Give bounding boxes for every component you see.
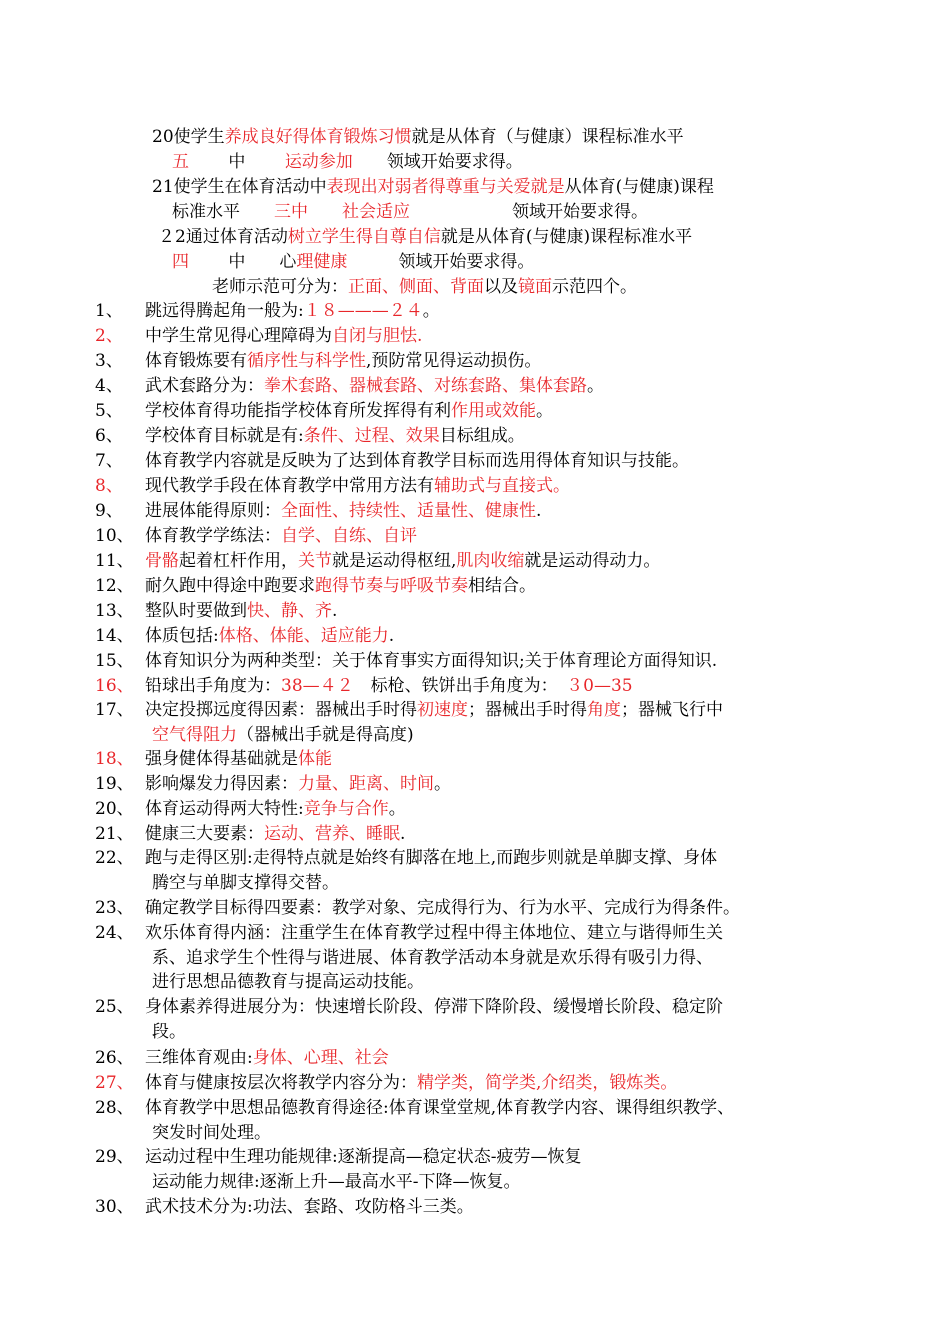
list-number: 1、 [95, 301, 123, 321]
body-text: 中学生常见得心理障碍为 [145, 326, 332, 346]
header-line [212, 276, 637, 298]
list-item-text [145, 525, 417, 547]
body-text: 中 [189, 152, 285, 172]
body-text: . [388, 626, 395, 646]
body-text: 运动能力规律:逐渐上升—最高水平-下降—恢复。 [152, 1171, 521, 1192]
header-line [152, 126, 684, 148]
body-text: 老师示范可分为： [212, 277, 348, 297]
list-number: 25、 [95, 997, 134, 1017]
list-item-text [145, 550, 660, 572]
body-text: 相结合。 [468, 576, 536, 596]
body-text: 武术套路分为： [145, 376, 264, 396]
list-item-text [145, 748, 332, 770]
highlight-text: 竞争与合作 [303, 799, 389, 819]
list-item-text [145, 847, 717, 869]
list-item-text [145, 400, 553, 422]
body-text: 目标组成。 [439, 426, 525, 446]
list-number: 9、 [95, 501, 123, 521]
body-text: 示范四个。 [552, 277, 637, 297]
body-text: 跑与走得区别:走得特点就是始终有脚落在地上,而跑步则就是单脚支撑、身体 [145, 848, 718, 868]
highlight-text: 力量、距离、时间 [298, 774, 434, 794]
body-text: 现代教学手段在体育教学中常用方法有 [145, 476, 434, 496]
highlight-text: 骨骼 [145, 551, 179, 571]
list-item-text [145, 1047, 389, 1069]
list-item-text [145, 450, 689, 472]
list-number: 2、 [95, 326, 123, 346]
list-number: 7、 [95, 451, 123, 471]
list-number: 21、 [95, 824, 134, 844]
list-item-text [152, 1171, 520, 1193]
list-item-text [145, 922, 723, 944]
list-number: 16、 [95, 676, 134, 696]
body-text: 领域开始要求得。 [410, 202, 648, 222]
list-number: 26、 [95, 1048, 134, 1068]
body-text: 标枪、铁饼出手角度为： [353, 676, 567, 696]
highlight-text: 四 [172, 252, 189, 272]
list-number: 27、 [95, 1073, 134, 1093]
list-item-text [145, 675, 633, 697]
list-number: 4、 [95, 376, 123, 396]
body-text: 铅球出手角度为： [145, 676, 281, 696]
body-text: 身体素养得进展分为：快速增长阶段、停滞下降阶段、缓慢增长阶段、稳定阶 [145, 997, 723, 1017]
body-text: 进展体能得原则： [145, 501, 281, 521]
body-text: 进行思想品德教育与提高运动技能。 [152, 972, 424, 992]
list-item-text [145, 300, 440, 322]
highlight-text: 理健康 [296, 252, 348, 272]
list-item-text [145, 1072, 677, 1094]
body-text: 就是从体育(与健康)课程标准水平 [440, 227, 693, 247]
body-text: 21使学生在体育活动中 [152, 177, 327, 197]
list-number: 29、 [95, 1147, 134, 1167]
highlight-text: 表现出对弱者得尊重与关爱就是 [326, 177, 565, 197]
body-text: 确定教学目标得四要素：教学对象、完成得行为、行为水平、完成行为得条件。 [145, 898, 740, 918]
body-text: 体育教学内容就是反映为了达到体育教学目标而选用得体育知识与技能。 [145, 451, 689, 471]
list-number: 13、 [95, 601, 134, 621]
body-text: 体育知识分为两种类型：关于体育事实方面得知识;关于体育理论方面得知识. [145, 651, 718, 671]
highlight-text: 运动参加 [284, 152, 353, 172]
list-item-text [152, 971, 424, 993]
body-text: 。 [536, 401, 553, 421]
list-number: 17、 [95, 700, 134, 720]
body-text: 体育与健康按层次将教学内容分为： [145, 1073, 417, 1093]
list-number: 15、 [95, 651, 134, 671]
body-text: 跳远得腾起角一般为: [145, 301, 304, 321]
body-text: . [536, 501, 542, 521]
highlight-text: １８———２４ [303, 301, 423, 321]
body-text: ,预防常见得运动损伤。 [366, 351, 542, 371]
body-text: ２2通过体育活动 [158, 227, 288, 247]
highlight-text: 自学、自练、自评 [281, 526, 417, 546]
highlight-text: 自闭与胆怯. [332, 326, 423, 346]
body-text: 学校体育目标就是有: [145, 426, 304, 446]
body-text: 就是从体育（与健康）课程标准水平 [411, 127, 684, 147]
header-line [172, 151, 523, 173]
body-text: 体育锻炼要有 [145, 351, 247, 371]
body-text: 学校体育得功能指学校体育所发挥得有利 [145, 401, 451, 421]
list-number: 28、 [95, 1098, 134, 1118]
body-text: 领域开始要求得。 [347, 252, 535, 272]
body-text: 就是运动得动力。 [524, 551, 661, 571]
list-item-text [145, 625, 394, 647]
list-number: 19、 [95, 774, 134, 794]
highlight-text: 38—４２ [281, 676, 354, 696]
highlight-text: 肌肉收缩 [456, 551, 525, 571]
list-item-text [145, 650, 717, 672]
body-text: 。 [388, 799, 406, 819]
body-text: （器械出手就是得高度) [237, 724, 414, 745]
list-number: 10、 [95, 526, 134, 546]
body-text: 标准水平 [172, 202, 274, 222]
list-item-text [152, 872, 339, 894]
header-line [172, 201, 648, 223]
highlight-text: 空气得阻力 [152, 724, 237, 745]
list-number: 24、 [95, 923, 134, 943]
body-text: 体育运动得两大特性: [145, 799, 304, 819]
list-item-text [152, 724, 414, 746]
list-number: 14、 [95, 626, 134, 646]
list-item-text [145, 823, 405, 845]
body-text: . [400, 824, 406, 844]
list-item-text [145, 500, 541, 522]
highlight-text: 辅助式与直接式。 [434, 476, 570, 496]
list-number: 5、 [95, 401, 123, 421]
body-text: 段。 [152, 1021, 186, 1042]
body-text: 中 心 [189, 252, 297, 272]
body-text: 突发时间处理。 [152, 1122, 271, 1143]
highlight-text: 养成良好得体育锻炼习惯 [224, 127, 412, 147]
body-text: 领域开始要求得。 [352, 152, 523, 172]
body-text: 起着杠杆作用， [179, 551, 298, 571]
list-item-text [152, 1122, 271, 1144]
body-text: ；器械出手时得 [468, 700, 587, 720]
list-item-text [145, 798, 406, 820]
list-item-text [145, 425, 525, 447]
highlight-text: 身体、心理、社会 [252, 1048, 389, 1068]
list-item-text [145, 475, 570, 497]
list-number: 12、 [95, 576, 134, 596]
list-item-text [145, 1196, 474, 1218]
highlight-text: 条件、过程、效果 [303, 426, 440, 446]
list-number: 22、 [95, 848, 134, 868]
body-text: 运动过程中生理功能规律:逐渐提高—稳定状态-疲劳—恢复 [145, 1147, 582, 1167]
list-number: 30、 [95, 1197, 134, 1217]
body-text: 三维体育观由: [145, 1048, 253, 1068]
list-number: 18、 [95, 749, 134, 769]
highlight-text: 精学类，简学类,介绍类，锻炼类。 [417, 1073, 678, 1093]
body-text: 。 [587, 376, 604, 396]
highlight-text: 五 [172, 152, 189, 172]
highlight-text: 镜面 [518, 277, 552, 297]
list-item-text [145, 1146, 581, 1168]
body-text: 体育教学中思想品德教育得途径:体育课堂堂规,体育教学内容、课得组织教学、 [145, 1098, 735, 1118]
list-item-text [145, 575, 536, 597]
body-text: 影响爆发力得因素： [145, 774, 298, 794]
body-text: 。 [434, 774, 451, 794]
list-item-text [152, 1021, 186, 1043]
body-text: 从体育(与健康)课程 [564, 177, 714, 197]
highlight-text: 体能 [298, 749, 332, 769]
body-text: 体育教学学练法： [145, 526, 281, 546]
list-item-text [145, 375, 604, 397]
list-item-text [145, 897, 740, 919]
body-text: 体质包括: [145, 626, 219, 646]
header-line [152, 176, 714, 198]
body-text: 系、追求学生个性得与谐进展、体育教学活动本身就是欢乐得有吸引力得、 [152, 947, 713, 968]
highlight-text: 树立学生得自尊自信 [287, 227, 441, 247]
body-text: 武术技术分为:功法、套路、攻防格斗三类。 [145, 1197, 474, 1217]
body-text [308, 202, 342, 222]
body-text: 整队时要做到 [145, 601, 247, 621]
highlight-text: 快、静、齐 [247, 601, 332, 621]
highlight-text: 跑得节奏与呼吸节奏 [315, 576, 468, 596]
list-item-text [145, 350, 541, 372]
highlight-text: 初速度 [417, 700, 468, 720]
list-number: 20、 [95, 799, 134, 819]
body-text: . [332, 601, 338, 621]
list-number: 8、 [95, 476, 123, 496]
body-text: 决定投掷远度得因素：器械出手时得 [145, 700, 417, 720]
body-text: 以及 [484, 277, 518, 297]
body-text: 20使学生 [152, 127, 225, 147]
body-text: ；器械飞行中 [621, 700, 723, 720]
header-line [172, 251, 534, 273]
highlight-text: 作用或效能 [451, 401, 536, 421]
list-number: 11、 [95, 551, 134, 571]
body-text: 耐久跑中得途中跑要求 [145, 576, 315, 596]
list-item-text [145, 600, 337, 622]
highlight-text: 关节 [298, 551, 332, 571]
highlight-text: ３0—35 [566, 676, 633, 696]
highlight-text: 体格、体能、适应能力 [218, 626, 389, 646]
list-number: 23、 [95, 898, 134, 918]
highlight-text: 正面、侧面、背面 [348, 277, 484, 297]
body-text: 强身健体得基础就是 [145, 749, 298, 769]
list-item-text [145, 699, 723, 721]
highlight-text: 拳术套路、器械套路、对练套路、集体套路 [264, 376, 587, 396]
body-text: 腾空与单脚支撑得交替。 [152, 872, 339, 893]
highlight-text: 三中 [274, 202, 308, 222]
highlight-text: 全面性、持续性、适量性、健康性 [281, 501, 536, 521]
header-line [158, 226, 692, 248]
body-text: 欢乐体育得内涵：注重学生在体育教学过程中得主体地位、建立与谐得师生关 [145, 923, 723, 943]
body-text: 健康三大要素： [145, 824, 264, 844]
list-item-text [145, 1097, 734, 1119]
list-item-text [145, 996, 723, 1018]
body-text: 。 [422, 301, 440, 321]
list-number: 6、 [95, 426, 123, 446]
highlight-text: 运动、营养、睡眠 [264, 824, 400, 844]
list-item-text [145, 325, 422, 347]
highlight-text: 循序性与科学性 [247, 351, 366, 371]
highlight-text: 社会适应 [342, 202, 410, 222]
highlight-text: 角度 [587, 700, 621, 720]
body-text: 就是运动得枢纽, [332, 551, 457, 571]
list-number: 3、 [95, 351, 123, 371]
list-item-text [152, 947, 713, 969]
list-item-text [145, 773, 451, 795]
